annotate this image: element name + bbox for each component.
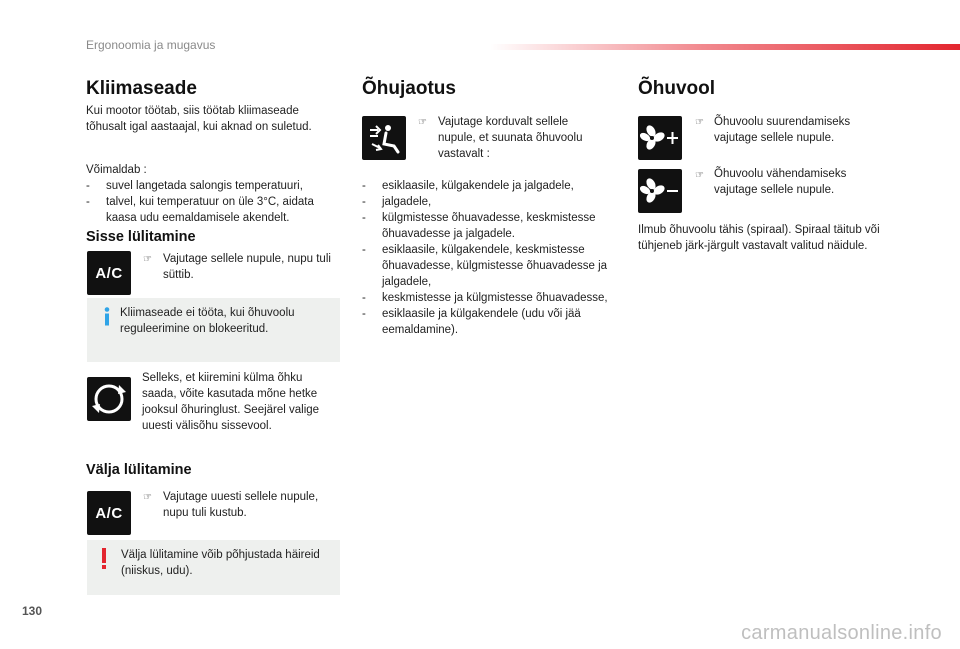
finger-bullet-icon: ☞ [143,254,152,265]
ac-button-icon [87,251,131,295]
list-item: - talvel, kui temperatuur on üle 3°C, aidata kaasa udu eemaldamisele akendelt. [86,194,326,226]
list-item: - jalgadele, [362,194,612,210]
list-item: - külgmistesse õhuavadesse, keskmistesse õhuavadesse ja jalgadele. [362,210,612,242]
finger-bullet-icon: ☞ [418,117,427,128]
list-item: - suvel langetada salongis temperatuuri, [86,178,326,194]
list-item: - keskmistesse ja külgmistesse õhuavadesse, [362,290,612,306]
finger-bullet-icon: ☞ [143,492,152,503]
page-number: 130 [22,604,43,618]
watermark: carmanualsonline.info [741,622,942,644]
fan-minus-icon [638,169,682,213]
info-note-box [87,298,340,362]
warning-icon [99,548,109,570]
ac-off-button-icon [87,491,131,535]
distribution-press-text: Vajutage korduvalt sellele nupule, et suunata õhuvoolu vastavalt : [438,116,583,160]
increase-text: Õhuvoolu suurendamiseks vajutage sellele nupule. [714,116,851,144]
ohuvool-heading: Õhuvool [638,78,716,99]
decrease-text: Õhuvoolu vähendamiseks vajutage sellele nupule. [714,168,847,196]
recirculation-icon [87,377,131,421]
ac-label: A/C [95,264,123,282]
ac-label: A/C [95,504,123,522]
header-accent-bar [490,44,960,50]
intro-text: Kui mootor töötab, siis töötab kliimaseade tõhusalt igal aastaajal, kui aknad on suletud. [86,105,312,133]
info-note-text: Kliimaseade ei tööta, kui õhuvoolu reguleerimine on blokeeritud. [120,307,295,335]
list-item: - esiklaasile, külgakendele ja jalgadele, [362,178,612,194]
finger-bullet-icon: ☞ [695,170,704,181]
switch-off-text: Vajutage uuesti sellele nupule, nupu tuli kustub. [163,491,319,519]
fan-plus-icon [638,116,682,160]
sisse-heading: Sisse lülitamine [86,229,196,245]
ohujaotus-heading: Õhujaotus [362,78,456,99]
switch-on-text: Vajutage sellele nupule, nupu tuli süttib. [163,253,331,281]
allows-label: Võimaldab : [86,164,147,176]
recirc-text: Selleks, et kiiremini külma õhku saada, võite kasutada mõne hetke jooksul õhuringlust. Seejärel valige uuesti välisõhu sissevool. [142,372,320,432]
distribution-modes-list [362,178,612,338]
warning-note-text: Välja lülitamine võib põhjustada häireid (niiskus, udu). [121,549,320,577]
valja-heading: Välja lülitamine [86,462,192,478]
air-distribution-icon [362,116,406,160]
list-item: - esiklaasile ja külgakendele (udu või jää eemaldamine). [362,306,612,338]
kliimaseade-heading: Kliimaseade [86,78,197,99]
section-title: Ergonoomia ja mugavus [86,38,216,52]
allows-list [86,178,326,226]
finger-bullet-icon: ☞ [695,117,704,128]
list-item: - esiklaasile, külgakendele, keskmistesse õhuavadesse, külgmistesse õhuavadesse ja jalgadele, [362,242,612,290]
spiral-text: Ilmub õhuvoolu tähis (spiraal). Spiraal täitub või tühjeneb järk-järgult vastavalt valitud näidule. [638,224,880,252]
warning-note-box [87,540,340,595]
info-icon [100,307,114,327]
